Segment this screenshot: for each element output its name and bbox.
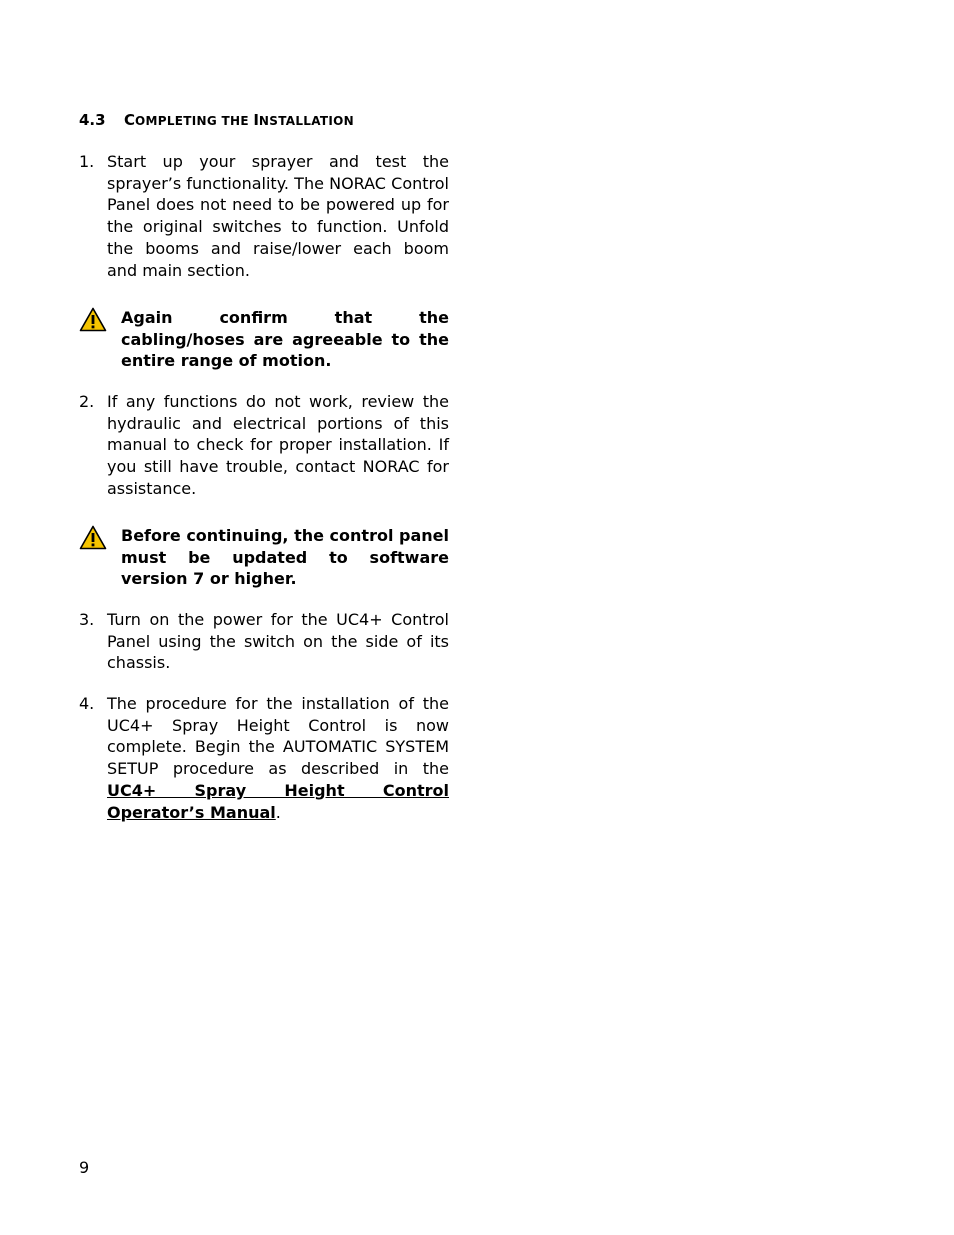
step-number: 4. — [79, 694, 95, 713]
warning-text: Again confirm that the cabling/hoses are agreeable to the entire range of motion. — [121, 308, 449, 371]
operators-manual-reference: UC4+ Spray Height Control Operator’s Manual — [107, 780, 449, 822]
section-title-part: I — [253, 111, 259, 129]
section-title-part: NSTALLATION — [258, 114, 354, 128]
step-2 — [79, 391, 449, 500]
step-text-end: . — [275, 802, 281, 822]
warning-triangle-icon — [79, 307, 121, 372]
step-text: Start up your sprayer and test the sprayer’s functionality. The NORAC Control Panel does not need to be powered up for the original switches to function. Unfold the booms and raise/lower each boom and main section. — [107, 152, 449, 280]
page-number: 9 — [79, 1158, 90, 1177]
step-4 — [79, 693, 449, 823]
step-number: 1. — [79, 152, 95, 171]
step-1 — [79, 151, 449, 281]
step-text: Turn on the power for the UC4+ Control Panel using the switch on the side of its chassis. — [107, 610, 449, 673]
step-number: 2. — [79, 392, 95, 411]
warning-1 — [79, 307, 449, 372]
section-title-part: OMPLETING THE — [135, 114, 254, 128]
warning-triangle-icon — [79, 525, 121, 590]
step-text — [107, 693, 449, 823]
step-number: 3. — [79, 610, 95, 629]
section-number: 4.3 — [79, 111, 106, 129]
step-text-body: The procedure for the installation of the UC4+ Spray Height Control is now complete. Begin the AUTOMATIC SYSTEM SETUP procedure as described in the — [107, 694, 449, 779]
step-3 — [79, 609, 449, 674]
section-title — [124, 111, 354, 129]
section-heading — [79, 111, 354, 129]
warning-text: Before continuing, the control panel must be updated to software version 7 or higher. — [121, 526, 449, 589]
warning-2 — [79, 525, 449, 590]
section-title-part: C — [124, 111, 136, 129]
step-text: If any functions do not work, review the hydraulic and electrical portions of this manual to check for proper installation. If you still have trouble, contact NORAC for assistance. — [107, 392, 449, 498]
